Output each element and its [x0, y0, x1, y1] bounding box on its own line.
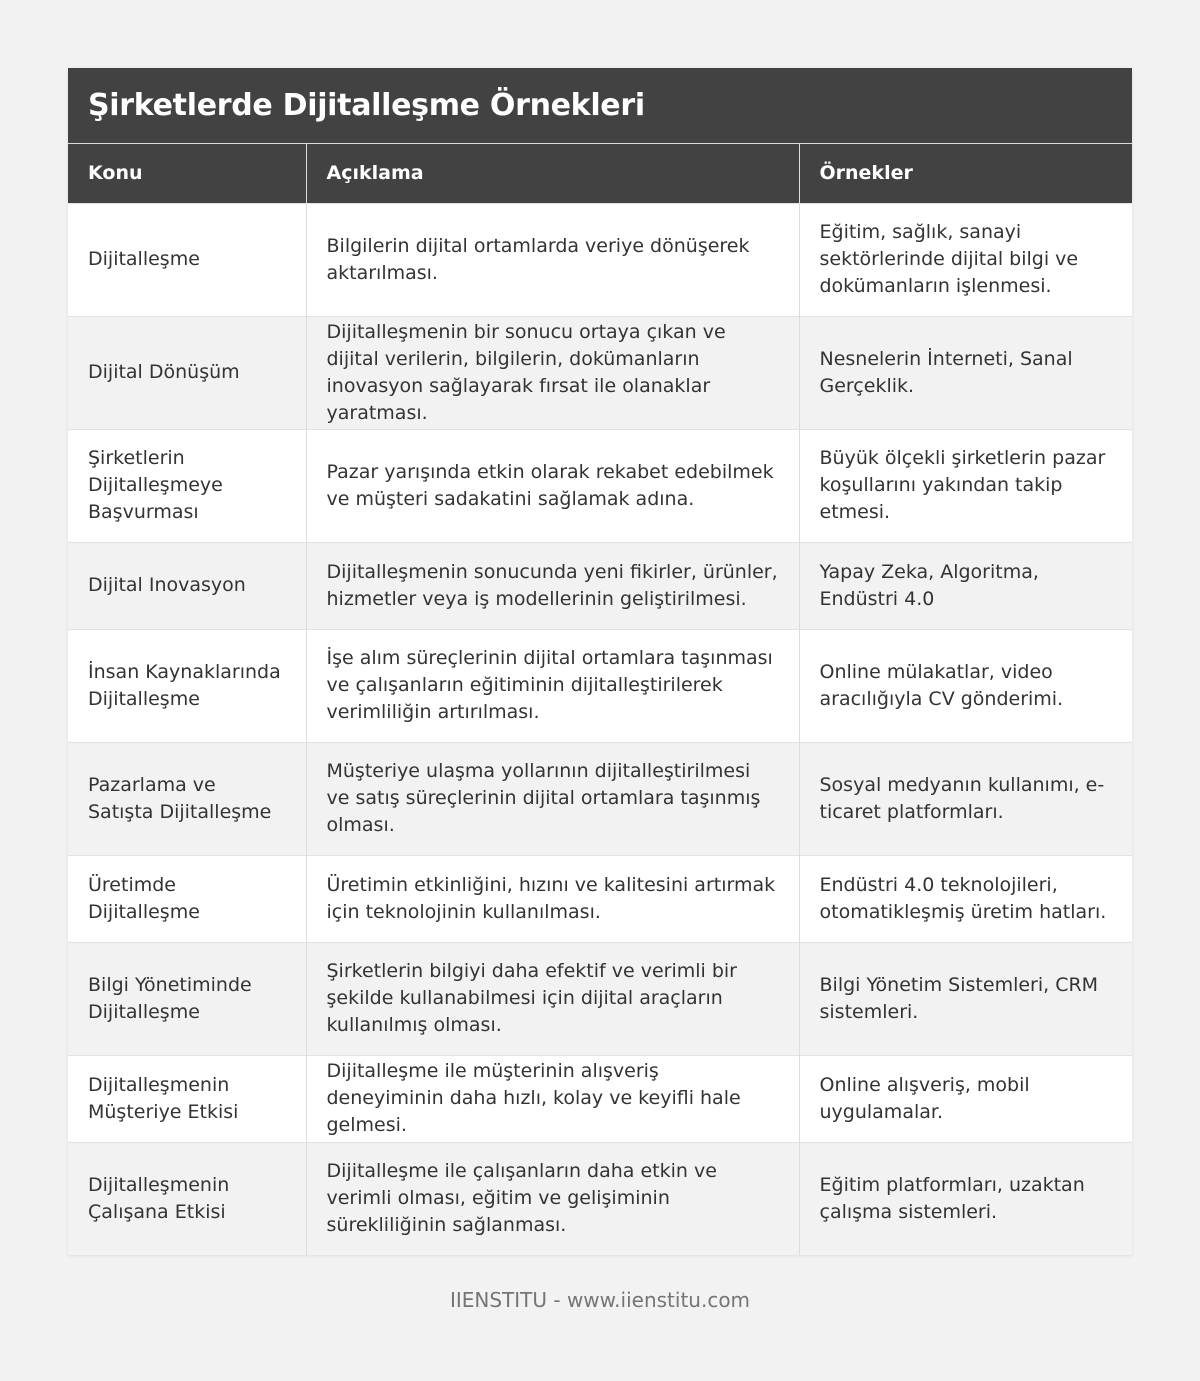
cell-aciklama: Dijitalleşmenin bir sonucu ortaya çıkan ve dijital verilerin, bilgilerin, dokümanların inovasyon sağlayarak fırsat ile olanaklar yaratması.	[306, 316, 799, 429]
cell-ornekler: Online alışveriş, mobil uygulamalar.	[799, 1055, 1132, 1142]
cell-konu: Dijital Dönüşüm	[68, 316, 306, 429]
cell-aciklama: İşe alım süreçlerinin dijital ortamlara taşınması ve çalışanların eğitiminin dijitalleştirilerek verimliliğin artırılması.	[306, 629, 799, 742]
cell-ornekler: Yapay Zeka, Algoritma, Endüstri 4.0	[799, 542, 1132, 629]
cell-konu: Pazarlama ve Satışta Dijitalleşme	[68, 742, 306, 855]
table-row	[68, 542, 1132, 629]
footer-credit: IIENSTITU - www.iienstitu.com	[449, 1288, 751, 1312]
cell-ornekler: Büyük ölçekli şirketlerin pazar koşullarını yakından takip etmesi.	[799, 429, 1132, 542]
table-row	[68, 203, 1132, 316]
header-ornekler: Örnekler	[819, 162, 913, 185]
header-aciklama: Açıklama	[306, 144, 799, 203]
cell-konu: Şirketlerin Dijitalleşmeye Başvurması	[68, 429, 306, 542]
cell-aciklama: Bilgilerin dijital ortamlarda veriye dönüşerek aktarılması.	[306, 203, 799, 316]
title-bar	[68, 68, 1132, 144]
table-title: Şirketlerde Dijitalleşme Örnekleri	[88, 88, 645, 123]
table-card	[68, 68, 1132, 1255]
table-row	[68, 316, 1132, 429]
cell-konu: Dijitalleşmenin Müşteriye Etkisi	[68, 1055, 306, 1142]
cell-ornekler: Online mülakatlar, video aracılığıyla CV gönderimi.	[799, 629, 1132, 742]
table-row	[68, 1142, 1132, 1255]
cell-aciklama: Dijitalleşme ile müşterinin alışveriş deneyiminin daha hızlı, kolay ve keyifli hale gelmesi.	[306, 1055, 799, 1142]
cell-ornekler: Endüstri 4.0 teknolojileri, otomatikleşmiş üretim hatları.	[799, 855, 1132, 942]
header-row	[68, 144, 1132, 203]
cell-konu: Üretimde Dijitalleşme	[68, 855, 306, 942]
cell-aciklama: Şirketlerin bilgiyi daha efektif ve verimli bir şekilde kullanabilmesi için dijital araçların kullanılmış olması.	[306, 942, 799, 1055]
cell-aciklama: Pazar yarışında etkin olarak rekabet edebilmek ve müşteri sadakatini sağlamak adına.	[306, 429, 799, 542]
table-row	[68, 742, 1132, 855]
header-konu: Konu	[68, 144, 306, 203]
table-row	[68, 855, 1132, 942]
table-row	[68, 429, 1132, 542]
table-row	[68, 1055, 1132, 1142]
data-table	[68, 144, 1132, 1255]
cell-konu: Bilgi Yönetiminde Dijitalleşme	[68, 942, 306, 1055]
cell-aciklama: Üretimin etkinliğini, hızını ve kalitesini artırmak için teknolojinin kullanılması.	[306, 855, 799, 942]
cell-konu: Dijital Inovasyon	[68, 542, 306, 629]
table-row	[68, 942, 1132, 1055]
cell-konu: Dijitalleşme	[68, 203, 306, 316]
cell-konu: Dijitalleşmenin Çalışana Etkisi	[68, 1142, 306, 1255]
cell-aciklama: Müşteriye ulaşma yollarının dijitalleştirilmesi ve satış süreçlerinin dijital ortamlara taşınmış olması.	[306, 742, 799, 855]
cell-ornekler: Eğitim platformları, uzaktan çalışma sistemleri.	[799, 1142, 1132, 1255]
cell-ornekler: Sosyal medyanın kullanımı, e-ticaret platformları.	[799, 742, 1132, 855]
cell-aciklama: Dijitalleşme ile çalışanların daha etkin ve verimli olması, eğitim ve gelişiminin sürekliliğinin sağlanması.	[306, 1142, 799, 1255]
cell-ornekler: Bilgi Yönetim Sistemleri, CRM sistemleri.	[799, 942, 1132, 1055]
cell-aciklama: Dijitalleşmenin sonucunda yeni fikirler, ürünler, hizmetler veya iş modellerinin geliştirilmesi.	[306, 542, 799, 629]
cell-konu: İnsan Kaynaklarında Dijitalleşme	[68, 629, 306, 742]
cell-ornekler: Eğitim, sağlık, sanayi sektörlerinde dijital bilgi ve dokümanların işlenmesi.	[799, 203, 1132, 316]
cell-ornekler: Nesnelerin İnterneti, Sanal Gerçeklik.	[799, 316, 1132, 429]
table-row	[68, 629, 1132, 742]
